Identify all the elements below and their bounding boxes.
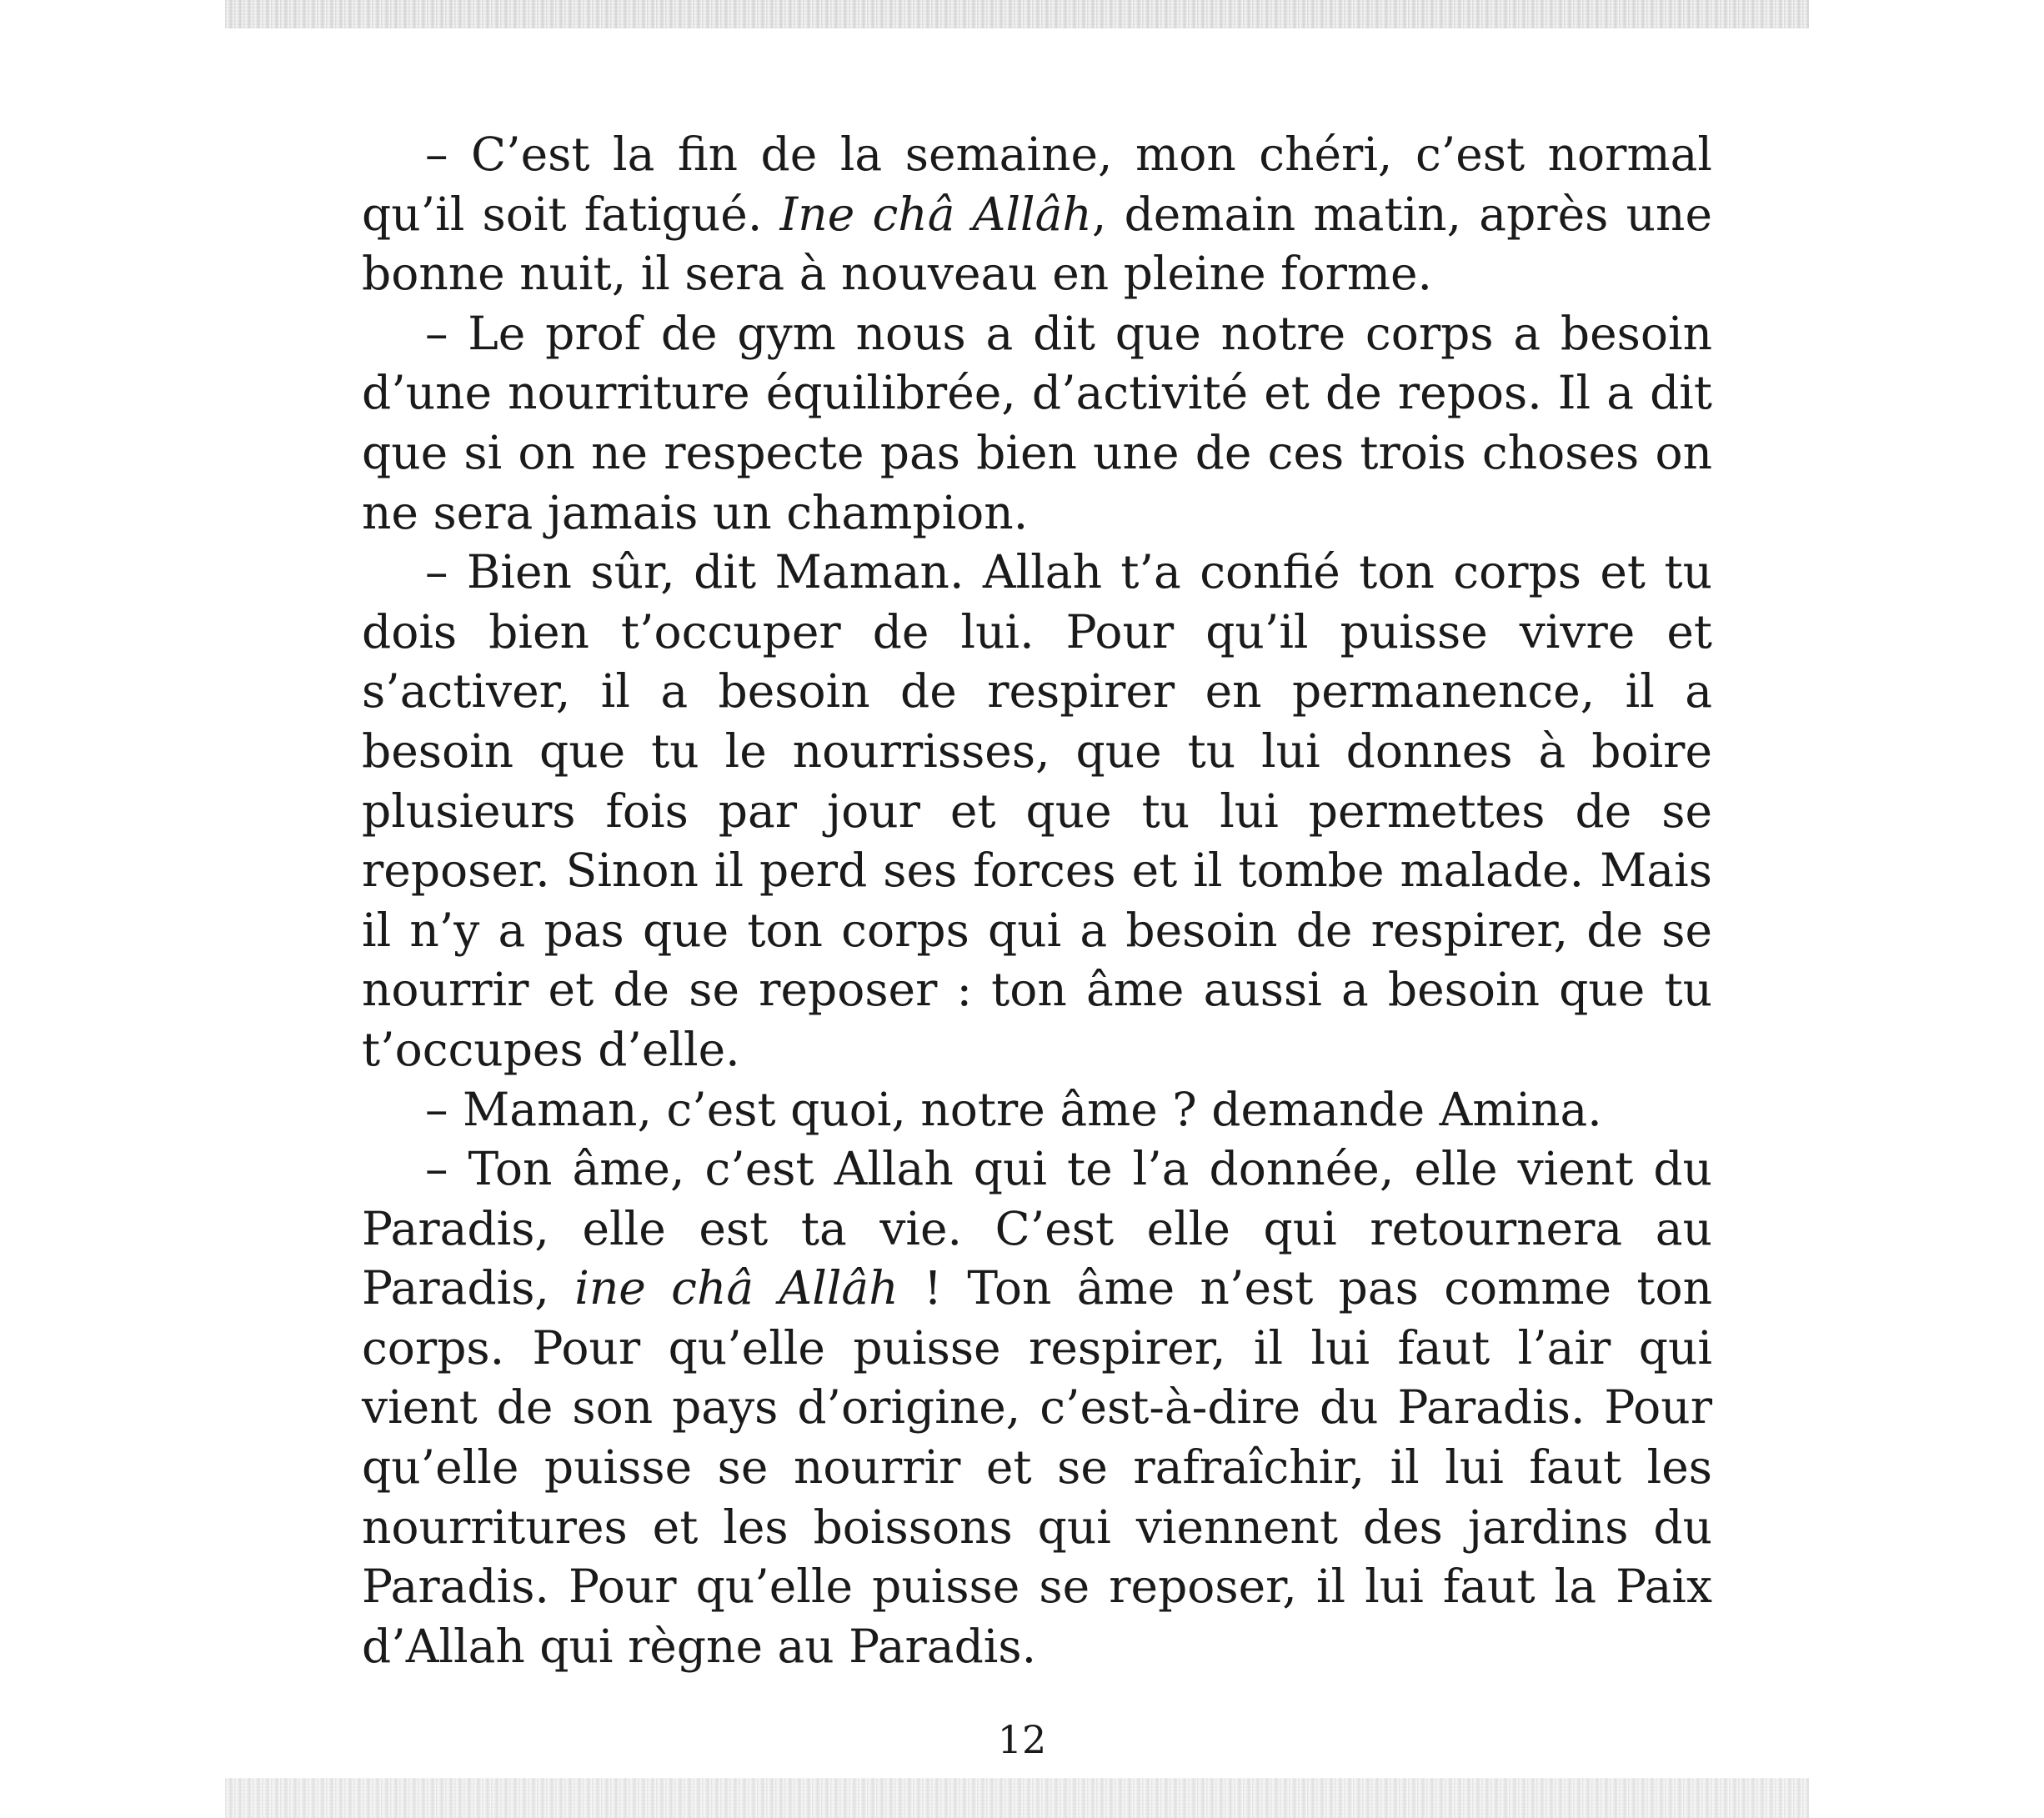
paragraph-2: [362, 304, 1712, 543]
paragraph-1: [362, 125, 1712, 304]
paragraph-3: [362, 543, 1712, 1079]
paragraph-5: [362, 1139, 1712, 1676]
text-run: – Ton âme, c’est Allah qui te l’a donnée, elle vient du Paradis, elle est ta vie. C’est elle qui retournera au Paradis,: [362, 1142, 1712, 1315]
body-text: [362, 125, 1712, 1676]
scan-border-bottom: [225, 1778, 1809, 1818]
text-run: – C’est la fin de la semaine, mon chéri, c’est normal qu’il soit fatigué.: [362, 128, 1712, 241]
italic-text-run: Ine châ Allâh: [779, 187, 1092, 241]
text-run: – Le prof de gym nous a dit que notre corps a besoin d’une nourriture équilibrée, d’activité et de repos. Il a dit que si on ne respecte pas bien une de ces trois choses on ne sera jamais un champion.: [362, 306, 1712, 539]
paragraph-4: [362, 1080, 1712, 1140]
page-number: 12: [997, 1717, 1047, 1762]
scan-border-top: [225, 0, 1809, 28]
text-run: ! Ton âme n’est pas comme ton corps. Pour qu’elle puisse respirer, il lui faut l’air qui vient de son pays d’origine, c’est-à-dire du Paradis. Pour qu’elle puisse se nourrir et se rafraîchir, il lui faut les nourritures et les boissons qui viennent des jardins du Paradis. Pour qu’elle puisse se reposer, il lui faut la Paix d’Allah qui règne au Paradis.: [362, 1261, 1712, 1673]
text-run: , demain matin, après une bonne nuit, il sera à nouveau en pleine forme.: [362, 187, 1712, 301]
italic-text-run: ine châ Allâh: [574, 1261, 899, 1315]
text-run: – Bien sûr, dit Maman. Allah t’a confié ton corps et tu dois bien t’occuper de lui. Pour qu’il puisse vivre et s’activer, il a besoin de respirer en permanence, il a besoin que tu le nourrisses, que tu lui donnes à boire plusieurs fois par jour et que tu lui permettes de se reposer. Sinon il perd ses forces et il tombe malade. Mais il n’y a pas que ton corps qui a besoin de respirer, de se nourrir et de se reposer : ton âme aussi a besoin que tu t’occupes d’elle.: [362, 545, 1712, 1076]
text-run: – Maman, c’est quoi, notre âme ? demande Amina.: [425, 1082, 1602, 1136]
